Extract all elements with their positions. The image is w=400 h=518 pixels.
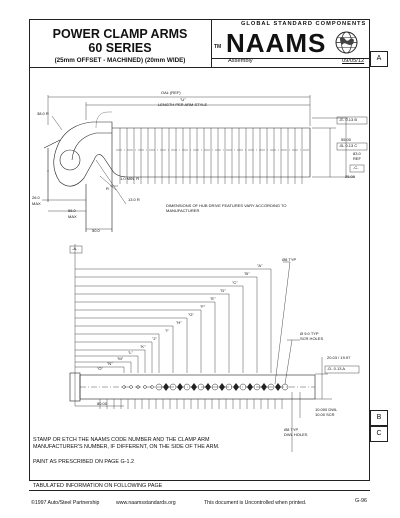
dim-25: 25.00 [345,174,356,179]
letter-b: "B" [244,271,250,276]
length-note: LENGTH PER ARM STYLE [158,102,208,107]
dim-50: 50.0 [92,228,100,233]
stamp-note: STAMP OR ETCH THE NAAMS CODE NUMBER AND THE CLAMP ARM MANUFACTURER'S NUMBER, IF DIFFERENT, ON THE SIDE OF THE ARM. [33,437,220,450]
title-line-1: POWER CLAMP ARMS [52,27,188,41]
oal-label: OAL (REF) [161,90,181,95]
dim-55: 55.00 [341,137,352,142]
letter-o: "O" [97,366,103,371]
hub-note: DIMENSIONS OF HUB DRIVE FEATURES VARY ACCORDING TO MANUFACTURER [166,203,287,213]
dim-83: 83.0 [353,151,361,156]
max-26: 26.0 [32,195,40,200]
paint-note: PAINT AS PRESCRIBED ON PAGE G-1.2 [33,459,134,465]
r13-label: 13.0 R [128,197,140,202]
datum-e: -E- 0.13 B [339,117,358,122]
datum-b: -B- 0.13 C [339,143,358,148]
footer-website: www.naamsstandards.org [116,500,176,506]
naams-logo: NAAMS [226,28,327,58]
datum-a: -A- [72,246,78,251]
hole-callout-2: SCR HOLES [300,336,324,341]
dwl-callout: Ø8 TYP [282,257,297,262]
doc-type: Assembly [228,58,253,64]
footer-copyright: ©1997 Auto/Steel Partnership [31,500,100,506]
max-56-label: MAX [68,214,77,219]
letter-a: "A" [257,263,263,268]
letter-i: "I" [165,328,169,333]
letter-e: "E" [210,296,216,301]
r-label: R [106,186,109,191]
letter-j: "J" [152,336,157,341]
title-line-2: 60 SERIES [88,41,152,55]
tolerance-label: 20.03 / 19.97 [327,355,351,360]
letter-k: "K" [140,344,146,349]
datum-c: -C- [353,165,359,170]
max-26-label: MAX [32,201,41,206]
letter-l: "L" [128,350,134,355]
letter-h: "H" [176,320,182,325]
subtitle: (25mm OFFSET - MACHINED) (20mm WIDE) [54,57,186,64]
letter-n: "N" [107,361,113,366]
brand-tm: TM [214,44,222,50]
min-radius: 1.0 MIN. R [120,176,140,181]
u-label: "U" [180,97,186,102]
revision-box-a: A [370,51,388,67]
doc-date: 09/05/12 [342,58,365,64]
footer-page-number: G-96 [355,498,367,504]
revision-box-c: C [370,426,388,442]
letter-m: "M" [117,356,124,361]
letter-c: "C" [232,280,238,285]
letter-d: "D" [220,288,226,293]
dwl-holes: DWL HOLES [284,432,308,437]
dwl-dim-2: 10.00 SCR [315,412,335,417]
datum-d: -D- 0.13 A [327,366,346,371]
max-56: 56.0 [68,208,76,213]
letter-f: "F" [200,304,206,309]
dim-83-ref: REF [353,156,361,161]
hole-callout: Ø 9.0 TYP [300,331,319,336]
brand-tagline: GLOBAL STANDARD COMPONENTS [241,21,367,27]
revision-box-b: B [370,410,388,426]
pitch-label: 80.00 [97,401,108,406]
letter-g: "G" [188,312,194,317]
dwl-dim-1: 10.000 DWL [315,407,338,412]
dwl-holes-callout: Ø8 TYP [284,427,299,432]
radius-label: 38.0 R [37,111,49,116]
footer-uncontrolled: This document is Uncontrolled when printed. [204,500,307,506]
tabulated-note: TABULATED INFORMATION ON FOLLOWING PAGE [33,483,163,489]
